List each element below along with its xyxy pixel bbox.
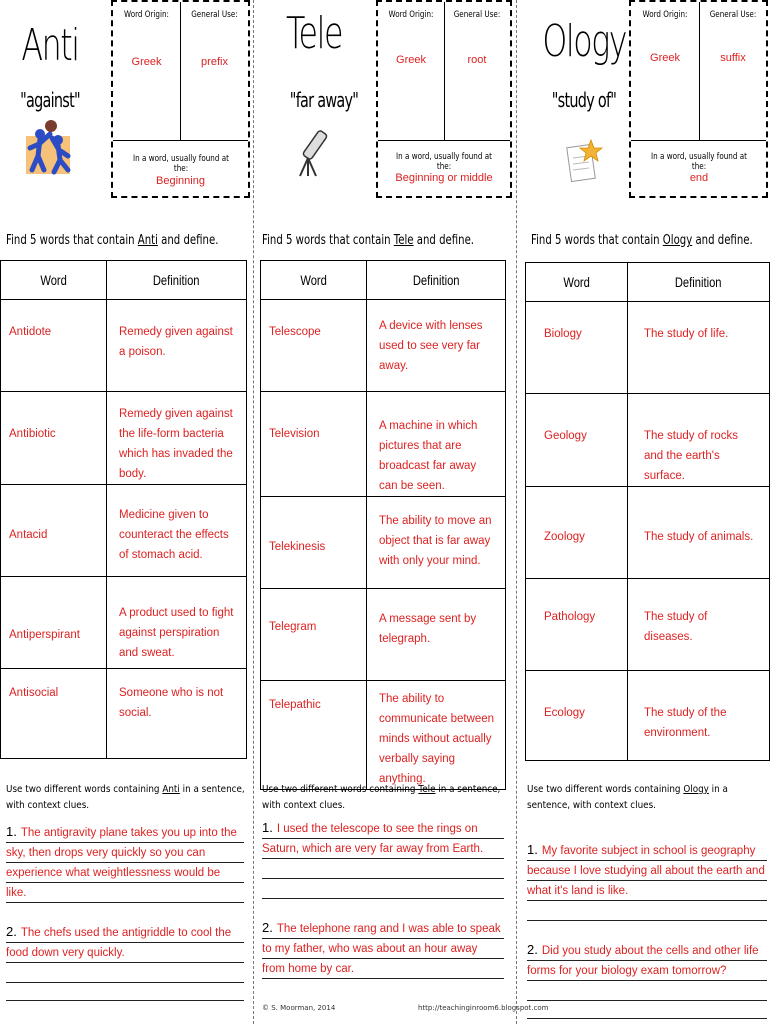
word-column-header: Word [261, 261, 367, 300]
table-row [526, 487, 770, 579]
table-row [526, 302, 770, 394]
definition-cell: The ability to communicate between minds without actually verbally saying anything. [367, 681, 506, 790]
found-at-value: Beginning or middle [395, 172, 493, 184]
definition-cell: The study of rocks and the earth's surface. [628, 394, 770, 487]
word-cell: Antacid [1, 485, 107, 577]
general-use-value: root [467, 54, 487, 66]
root-meaning: "far away" [289, 88, 359, 112]
word-cell: Ecology [526, 671, 628, 761]
sentence-answer-1: 1. My favorite subject in school is geography because I love studying all about the earth and what it's land is like. [527, 842, 765, 897]
info-box [629, 0, 768, 198]
found-at-label: In a word, usually found at the: [651, 152, 747, 172]
info-box [376, 0, 512, 198]
word-origin-label: Word Origin: [642, 10, 688, 20]
table-row [1, 577, 247, 669]
info-box [111, 0, 250, 198]
word-table [0, 260, 247, 759]
word-cell: Television [261, 392, 367, 497]
find-instruction: Find 5 words that contain Tele and define. [262, 233, 475, 248]
definition-cell: A product used to fight against perspiration and sweat. [107, 577, 247, 669]
definition-cell: Remedy given against the life-form bacteria which has invaded the body. [107, 392, 247, 485]
word-origin-value: Greek [131, 56, 162, 68]
panel-anti [0, 0, 252, 1024]
definition-cell: The study of life. [628, 302, 770, 394]
word-cell: Zoology [526, 487, 628, 579]
definition-column-header: Definition [107, 261, 247, 300]
word-cell: Telekinesis [261, 497, 367, 589]
sentence-answer-2: 2. The chefs used the antigriddle to cool the food down very quickly. [6, 924, 232, 959]
panel-divider-2 [516, 0, 517, 1024]
table-row [261, 300, 506, 392]
panel-ology [521, 0, 770, 1024]
definition-cell: The ability to move an object that is far away with only your mind. [367, 497, 506, 589]
panel-divider-1 [253, 0, 254, 1024]
table-row [261, 392, 506, 497]
word-cell: Telegram [261, 589, 367, 681]
root-meaning: "study of" [551, 88, 617, 112]
definition-cell: The study of the environment. [628, 671, 770, 761]
kids-playing-ball-icon [24, 118, 74, 176]
definition-cell: Remedy given against a poison. [107, 300, 247, 392]
table-row [1, 392, 247, 485]
definition-cell: The study of diseases. [628, 579, 770, 671]
sentence-instruction: Use two different words containing Ology in a sentence, with context clues. [527, 784, 728, 811]
definition-cell: A device with lenses used to see very far away. [367, 300, 506, 392]
sentence-instruction: Use two different words containing Anti in a sentence, with context clues. [6, 784, 245, 811]
general-use-label: General Use: [191, 10, 238, 20]
word-cell: Telescope [261, 300, 367, 392]
telescope-icon [296, 128, 332, 178]
sentence-instruction: Use two different words containing Tele in a sentence, with context clues. [262, 784, 501, 811]
word-cell: Biology [526, 302, 628, 394]
definition-cell: The study of animals. [628, 487, 770, 579]
general-use-label: General Use: [453, 10, 501, 20]
panel-tele [258, 0, 549, 1024]
word-cell: Antibiotic [1, 392, 107, 485]
table-row [1, 669, 247, 759]
definition-cell: Medicine given to counteract the effects of stomach acid. [107, 485, 247, 577]
word-table [260, 260, 506, 790]
found-at-value: end [689, 172, 709, 184]
word-origin-value: Greek [396, 54, 426, 66]
word-origin-value: Greek [650, 52, 680, 64]
table-row [526, 394, 770, 487]
word-origin-label: Word Origin: [124, 10, 169, 20]
found-at-value: Beginning [156, 175, 205, 187]
word-cell: Geology [526, 394, 628, 487]
table-row [261, 681, 506, 790]
sentence-answer-2: 2. The telephone rang and I was able to speak to my father, who was about an hour away from home by car. [262, 920, 501, 975]
word-cell: Telepathic [261, 681, 367, 790]
word-column-header: Word [526, 263, 628, 302]
root-title: Ology [542, 16, 627, 67]
find-instruction: Find 5 words that contain Anti and define. [6, 233, 219, 248]
definition-cell: Someone who is not social. [107, 669, 247, 759]
definition-cell: A message sent by telegraph. [367, 589, 506, 681]
table-row [261, 589, 506, 681]
table-row [1, 300, 247, 392]
word-table [525, 262, 770, 761]
word-column-header: Word [1, 261, 107, 300]
sentence-answer-1: 1. The antigravity plane takes you up into the sky, then drops very quickly so you can experience what weightlessness would be like. [6, 824, 237, 899]
sentence-answer-1: 1. I used the telescope to see the rings on Saturn, which are very far away from Earth. [262, 820, 484, 855]
word-origin-label: Word Origin: [388, 10, 434, 20]
found-at-label: In a word, usually found at the: [396, 152, 492, 172]
found-at-label: In a word, usually found at the: [133, 154, 229, 174]
word-cell: Antiperspirant [1, 577, 107, 669]
general-use-value: prefix [201, 56, 228, 68]
table-row [1, 485, 247, 577]
copyright-text: © S. Moorman, 2014 [262, 1004, 336, 1012]
general-use-label: General Use: [709, 10, 757, 20]
blog-url: http://teachinginroom6.blogspot.com [418, 1004, 549, 1012]
sentence-answer-2: 2. Did you study about the cells and other life forms for your biology exam tomorrow? [527, 942, 759, 977]
word-cell: Antidote [1, 300, 107, 392]
find-instruction: Find 5 words that contain Ology and define. [531, 233, 753, 248]
definition-cell: A machine in which pictures that are broadcast far away can be seen. [367, 392, 506, 497]
table-row [526, 671, 770, 761]
table-row [526, 579, 770, 671]
definition-column-header: Definition [367, 261, 506, 300]
root-title: Anti [21, 20, 79, 71]
notebook-star-icon [565, 136, 605, 186]
word-cell: Antisocial [1, 669, 107, 759]
word-cell: Pathology [526, 579, 628, 671]
root-meaning: "against" [20, 88, 80, 112]
definition-column-header: Definition [628, 263, 770, 302]
general-use-value: suffix [720, 52, 746, 64]
root-title: Tele [285, 8, 342, 59]
table-row [261, 497, 506, 589]
